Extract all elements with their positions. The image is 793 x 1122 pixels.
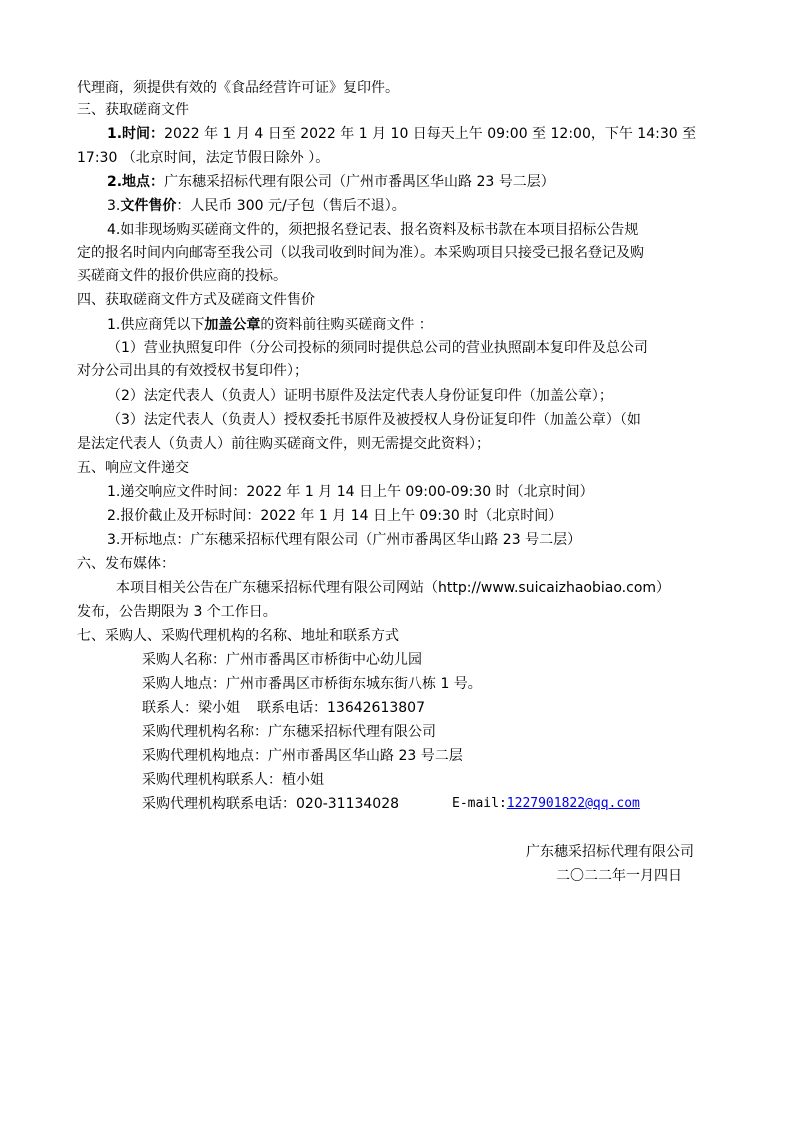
buyer-name: 采购人名称：广州市番禺区市桥街中心幼儿园 — [142, 652, 422, 668]
section-6-title: 六、发布媒体： — [77, 556, 175, 572]
buyer-contact: 联系人：梁小姐 — [142, 700, 240, 716]
remote-purchase-line-1: 4.如非现场购买磋商文件的，须把报名登记表、报名资料及标书款在本项目招标公告规 — [107, 222, 639, 238]
s5-line-2: 2.报价截止及开标时间：2022 年 1 月 14 日上午 09:30 时（北京时间） — [107, 508, 563, 524]
time-label: 1.时间： — [107, 126, 165, 142]
s4-line-1-c: 的资料前往购买磋商文件 ： — [260, 317, 433, 333]
section-5-title: 五、响应文件递交 — [77, 460, 189, 476]
time-line — [107, 124, 696, 144]
signature-company: 广东穗采招标代理有限公司 — [526, 844, 694, 860]
s5-line-3: 3.开标地点：广东穗采招标代理有限公司（广州市番禺区华山路 23 号二层） — [107, 532, 582, 548]
s6-line-1: 本项目相关公告在广东穗采招标代理有限公司网站（http://www.suicaizhaobiao.com） — [116, 580, 671, 596]
agent-contact: 采购代理机构联系人：植小姐 — [142, 772, 324, 788]
place-label: 2.地点： — [107, 174, 165, 190]
buyer-address: 采购人地点：广州市番禺区市桥街东城东街八栋 1 号。 — [142, 676, 482, 692]
email-label: E-mail: — [452, 796, 507, 811]
s4-line-2a: （1）营业执照复印件（分公司投标的须同时提供总公司的营业执照副本复印件及总公司 — [107, 340, 648, 356]
agent-phone: 采购代理机构联系电话：020-31134028 — [142, 796, 400, 812]
s5-line-1: 1.递交响应文件时间：2022 年 1 月 14 日上午 09:00-09:30 时（北京时间） — [107, 484, 594, 500]
remote-purchase-line-2: 定的报名时间内向邮寄至我公司（以我司收到时间为准）。本采购项目只接受已报名登记及购 — [77, 245, 644, 261]
s6-line-2: 发布，公告期限为 3 个工作日。 — [77, 604, 277, 620]
place-text: 广东穗采招标代理有限公司（广州市番禺区华山路 23 号二层） — [164, 174, 555, 190]
s4-line-4a: （3）法定代表人（负责人）授权委托书原件及被授权人身份证复印件（加盖公章）（如 — [107, 412, 641, 428]
agent-name: 采购代理机构名称：广东穗采招标代理有限公司 — [142, 724, 436, 740]
place-line — [107, 172, 555, 192]
section-7-title: 七、采购人、采购代理机构的名称、地址和联系方式 — [77, 628, 399, 644]
s4-line-3: （2）法定代表人（负责人）证明书原件及法定代表人身份证复印件（加盖公章）； — [107, 388, 613, 404]
s4-line-1-a: 1.供应商凭以下 — [107, 317, 205, 333]
price-number: 3. — [107, 198, 121, 214]
price-label: 文件售价 — [120, 198, 177, 214]
section-3-title: 三、获取磋商文件 — [77, 102, 189, 118]
agent-address: 采购代理机构地点：广州市番禺区华山路 23 号二层 — [142, 748, 463, 764]
buyer-phone: 联系电话：13642613807 — [257, 700, 425, 716]
price-line — [107, 196, 406, 216]
price-text: ：人民币 300 元/子包（售后不退）。 — [176, 198, 406, 214]
s4-line-1 — [107, 315, 433, 335]
stamp-emphasis: 加盖公章 — [204, 317, 261, 333]
signature-date: 二〇二二年一月四日 — [556, 868, 682, 884]
section-4-title: 四、获取磋商文件方式及磋商文件售价 — [77, 292, 315, 308]
s4-line-4b: 是法定代表人（负责人）前往购买磋商文件，则无需提交此资料）； — [77, 436, 490, 452]
s4-line-2b: 对分公司出具的有效授权书复印件）； — [77, 363, 308, 379]
email-line — [452, 794, 640, 814]
qualification-line: 代理商，须提供有效的《食品经营许可证》复印件。 — [77, 80, 399, 96]
remote-purchase-line-3: 买磋商文件的报价供应商的投标。 — [77, 268, 287, 284]
time-text: 2022 年 1 月 4 日至 2022 年 1 月 10 日每天上午 09:00 至 12:00，下午 14:30 至 — [164, 126, 697, 142]
time-line-2: 17:30 （北京时间，法定节假日除外 ）。 — [77, 150, 330, 166]
email-link[interactable]: 1227901822@qq.com — [506, 796, 640, 811]
